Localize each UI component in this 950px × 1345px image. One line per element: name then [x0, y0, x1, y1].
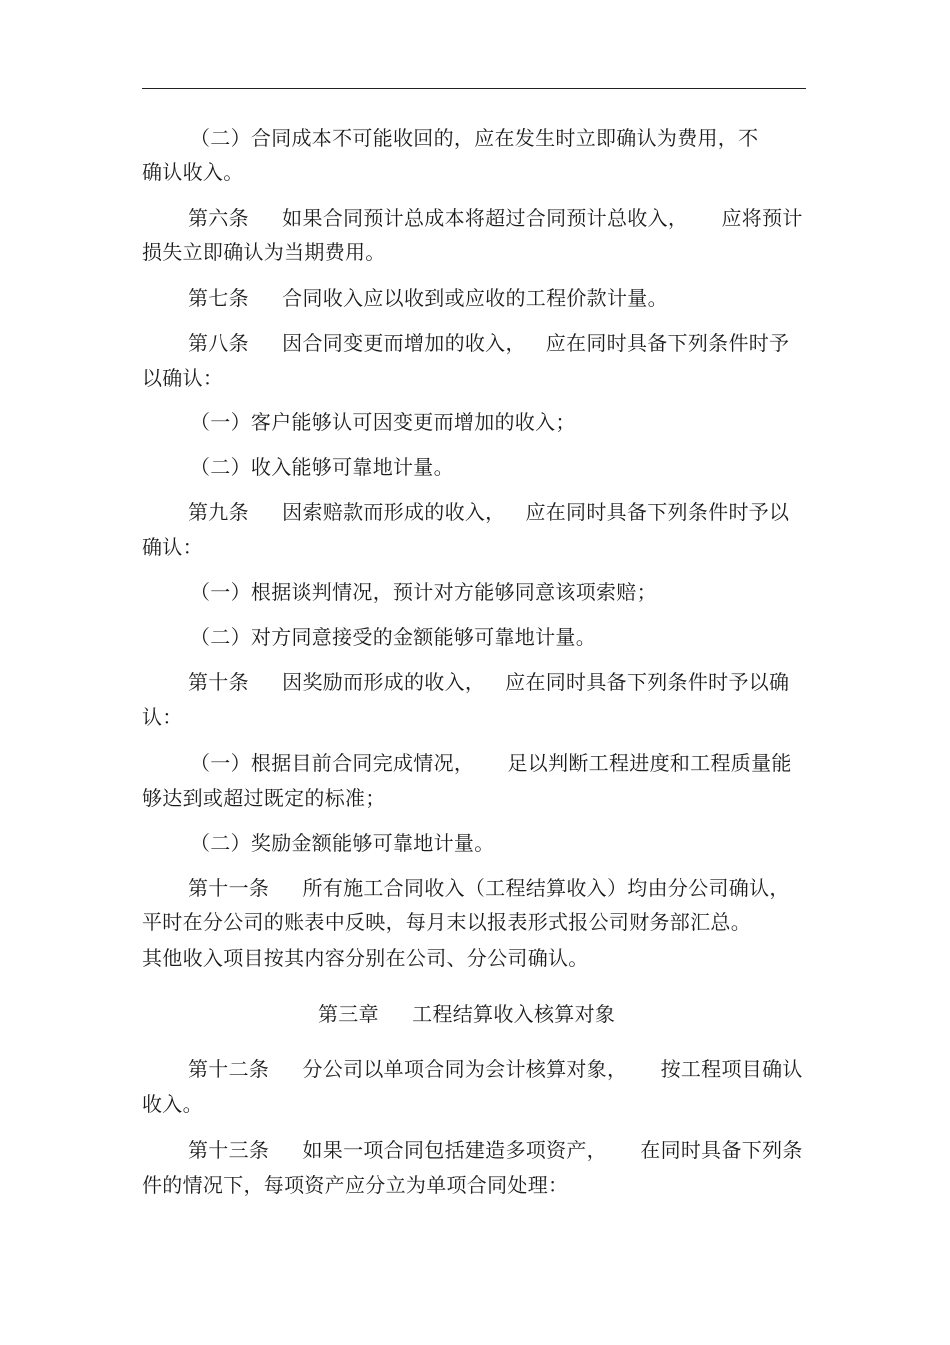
paragraph-line: 平时在分公司的账表中反映，每月末以报表形式报公司财务部汇总。 — [142, 910, 751, 934]
paragraph-line: 第六条 如果合同预计总成本将超过合同预计总收入， 应将预计 — [188, 206, 803, 230]
paragraph-line: 第十条 因奖励而形成的收入， 应在同时具备下列条件时予以确 — [188, 670, 790, 694]
paragraph-line: 第九条 因索赔款而形成的收入， 应在同时具备下列条件时予以 — [188, 500, 790, 524]
paragraph-line: （二）合同成本不可能收回的，应在发生时立即确认为费用，不 — [190, 126, 759, 150]
paragraph-line: （一）客户能够认可因变更而增加的收入； — [190, 410, 576, 434]
paragraph-line: （一）根据目前合同完成情况， 足以判断工程进度和工程质量能 — [190, 751, 792, 775]
paragraph-line: 以确认： — [142, 366, 224, 390]
paragraph-line: 第八条 因合同变更而增加的收入， 应在同时具备下列条件时予 — [188, 331, 790, 355]
chapter-heading: 第三章 工程结算收入核算对象 — [318, 1002, 616, 1026]
paragraph-line: 第七条 合同收入应以收到或应收的工程价款计量。 — [188, 286, 668, 310]
paragraph-line: 第十二条 分公司以单项合同为会计核算对象， 按工程项目确认 — [188, 1057, 803, 1081]
paragraph-line: （二）收入能够可靠地计量。 — [190, 455, 454, 479]
paragraph-line: 认： — [142, 705, 183, 729]
paragraph-line: 确认收入。 — [142, 160, 244, 184]
paragraph-line: 够达到或超过既定的标准； — [142, 786, 386, 810]
paragraph-line: 第十一条 所有施工合同收入（工程结算收入）均由分公司确认， — [188, 876, 790, 900]
paragraph-line: （二）奖励金额能够可靠地计量。 — [190, 831, 495, 855]
paragraph-line: （二）对方同意接受的金额能够可靠地计量。 — [190, 625, 596, 649]
paragraph-line: 确认： — [142, 535, 203, 559]
paragraph-line: 第十三条 如果一项合同包括建造多项资产， 在同时具备下列条 — [188, 1138, 803, 1162]
header-rule — [142, 88, 806, 89]
paragraph-line: （一）根据谈判情况，预计对方能够同意该项索赔； — [190, 580, 657, 604]
paragraph-line: 件的情况下，每项资产应分立为单项合同处理： — [142, 1173, 569, 1197]
paragraph-line: 收入。 — [142, 1092, 203, 1116]
paragraph-line: 其他收入项目按其内容分别在公司、分公司确认。 — [142, 946, 589, 970]
paragraph-line: 损失立即确认为当期费用。 — [142, 240, 386, 264]
